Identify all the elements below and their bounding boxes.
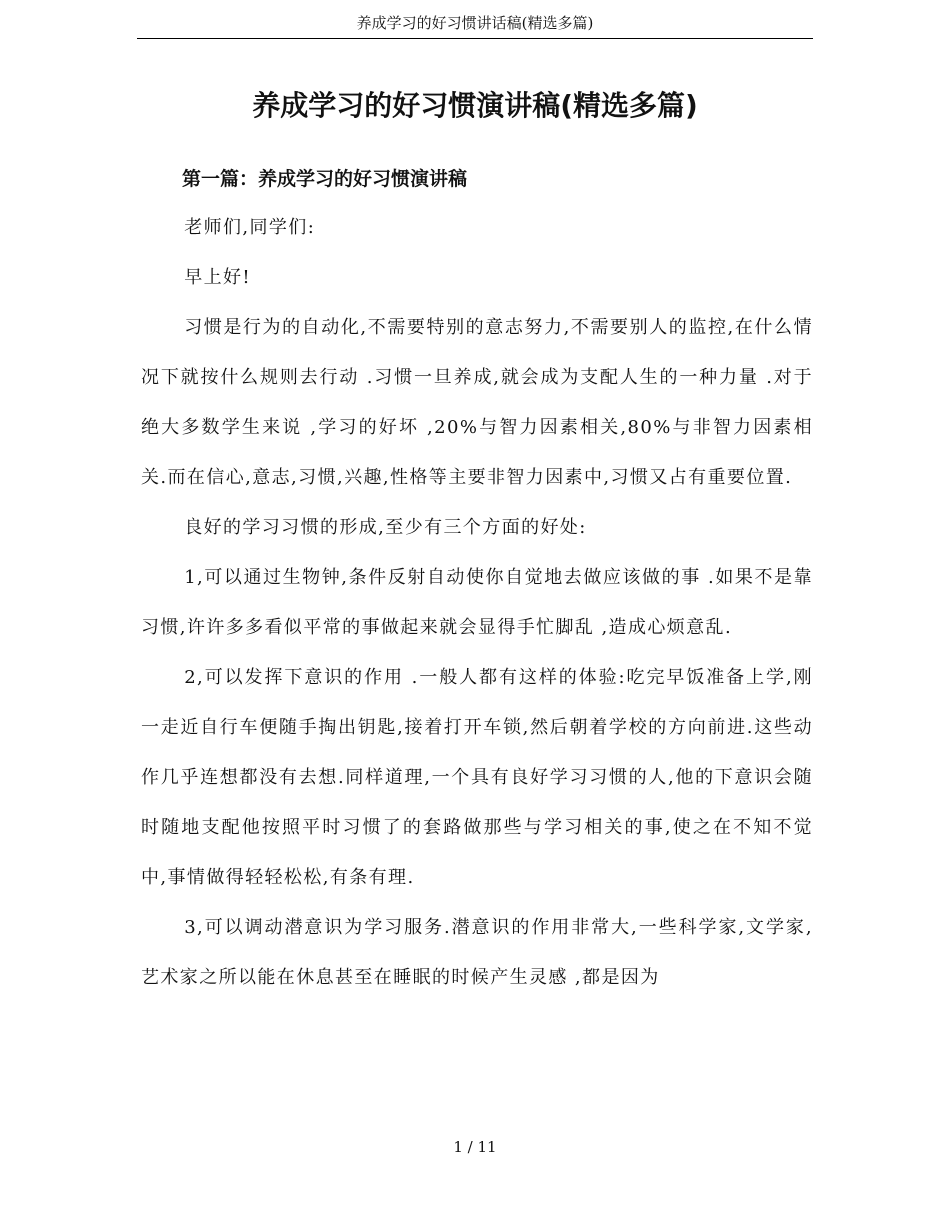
paragraph-point-1: 1,可以通过生物钟,条件反射自动使你自觉地去做应该做的事 .如果不是靠习惯,许许多多看似平常的事做起来就会显得手忙脚乱 ,造成心烦意乱.: [141, 567, 813, 638]
paragraph-salutation: 老师们,同学们:: [184, 217, 316, 238]
paragraph-point-2: 2,可以发挥下意识的作用 .一般人都有这样的体验:吃完早饭准备上学,刚一走近自行车便随手掏出钥匙,接着打开车锁,然后朝着学校的方向前进.这些动作几乎连想都没有去想.同样道理,一个具有良好学习习惯的人,他的下意识会随时随地支配他按照平时习惯了的套路做那些与学习相关的事,使之在不知不觉中,事情做得轻轻松松,有条有理.: [141, 667, 813, 888]
document-title: 养成学习的好习惯演讲稿(精选多篇): [252, 89, 698, 122]
paragraph: 良好的学习习惯的形成,至少有三个方面的好处:: [184, 517, 587, 538]
paragraph: 习惯是行为的自动化,不需要特别的意志努力,不需要别人的监控,在什么情况下就按什么规则去行动 .习惯一旦养成,就会成为支配人生的一种力量 .对于绝大多数学生来说 ,学习的好坏 ,20%与智力因素相关,80%与非智力因素相关.而在信心,意志,习惯,兴趣,性格等主要非智力因素中,习惯又占有重要位置.: [141, 317, 813, 488]
running-header: 养成学习的好习惯讲话稿(精选多篇): [137, 12, 813, 39]
page-number: 1 / 11: [453, 1138, 497, 1156]
paragraph-point-3: 3,可以调动潜意识为学习服务.潜意识的作用非常大,一些科学家,文学家,艺术家之所以能在休息甚至在睡眠的时候产生灵感 ,都是因为: [141, 917, 813, 988]
document-body: [141, 203, 813, 1003]
section-heading: 第一篇：养成学习的好习惯演讲稿: [182, 168, 468, 190]
paragraph-greeting: 早上好!: [184, 267, 252, 288]
